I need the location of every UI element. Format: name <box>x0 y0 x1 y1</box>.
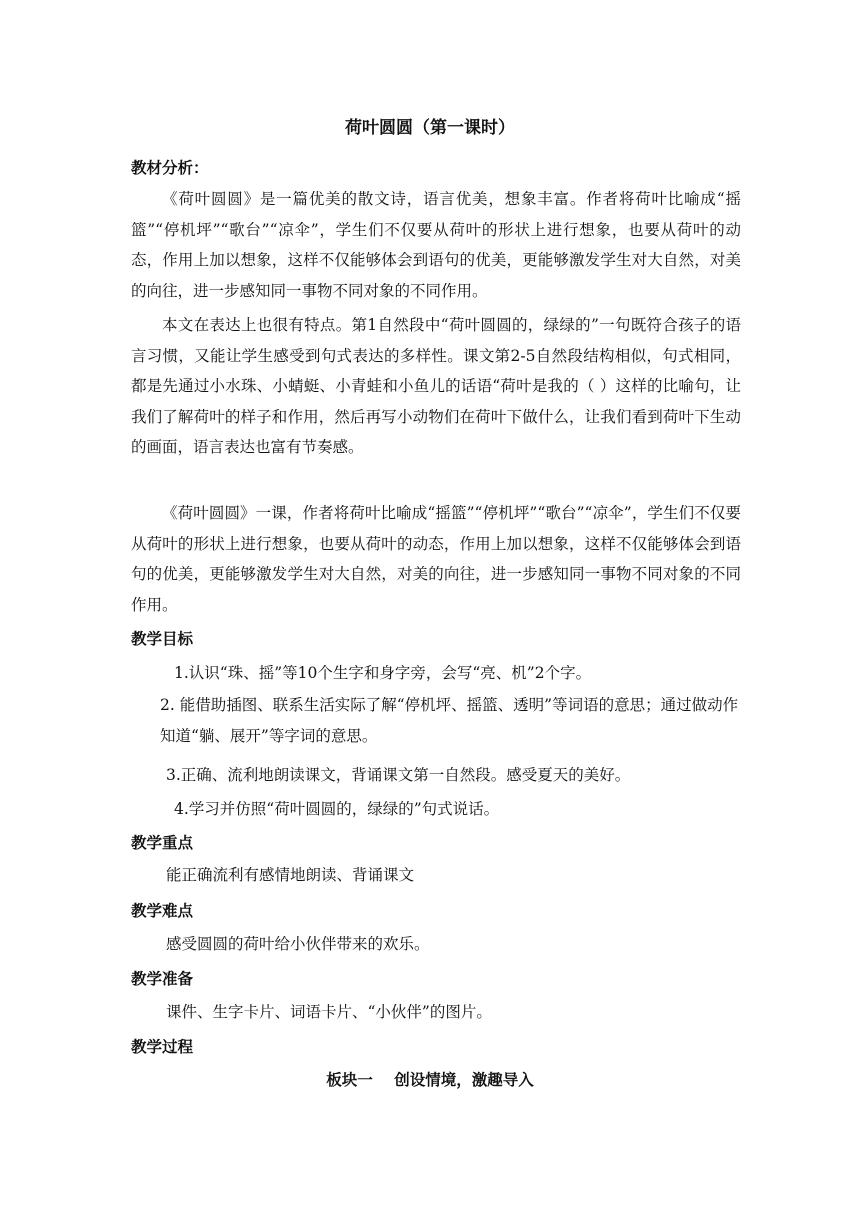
goal-item-2: 2. 能借助插图、联系生活实际了解“停机坪、摇篮、透明”等词语的意思；通过做动作知道“躺、展开”等字词的意思。 <box>160 696 739 745</box>
document-title: 荷叶圆圆（第一课时） <box>345 118 515 138</box>
difficulties-heading: 教学难点 <box>131 901 194 920</box>
goals-heading: 教学目标 <box>131 629 194 648</box>
process-heading: 教学过程 <box>131 1037 194 1056</box>
key-points-heading: 教学重点 <box>131 833 194 852</box>
difficulties-text: 感受圆圆的荷叶给小伙伴带来的欢乐。 <box>166 935 430 953</box>
goal-item-3: 3.正确、流利地朗读课文，背诵课文第一自然段。感受夏天的美好。 <box>166 766 631 784</box>
analysis-paragraph-3: 《荷叶圆圆》一课，作者将荷叶比喻成“摇篮”“停机坪”“歌台”“凉伞”，学生们不仅要从荷叶的形状上进行想象，也要从荷叶的动态，作用上加以想象，这样不仅能够体会到语句的优美，更能够激发学生对大自然，对美的向往，进一步感知同一事物不同对象的不同作用。 <box>131 504 741 614</box>
analysis-heading: 教材分析： <box>131 158 209 177</box>
preparation-text: 课件、生字卡片、词语卡片、“小伙伴”的图片。 <box>166 1003 492 1021</box>
section-title: 板块一 创设情境，激趣导入 <box>326 1070 534 1089</box>
preparation-heading: 教学准备 <box>131 969 194 988</box>
goal-item-4: 4.学习并仿照“荷叶圆圆的，绿绿的”句式说话。 <box>174 800 500 818</box>
analysis-paragraph-1: 《荷叶圆圆》是一篇优美的散文诗，语言优美，想象丰富。作者将荷叶比喻成“摇篮”“停机坪”“歌台”“凉伞”，学生们不仅要从荷叶的形状上进行想象，也要从荷叶的动态，作用上加以想象，这样不仅能够体会到语句的优美，更能够激发学生对大自然，对美的向往，进一步感知同一事物不同对象的不同作用。 <box>131 190 741 300</box>
analysis-paragraph-2: 本文在表达上也很有特点。第1自然段中“荷叶圆圆的，绿绿的”一句既符合孩子的语言习惯，又能让学生感受到句式表达的多样性。课文第2-5自然段结构相似，句式相同，都是先通过小水珠、小蜻蜓、小青蛙和小鱼儿的话语“荷叶是我的（ ）这样的比喻句，让我们了解荷叶的样子和作用，然后再写小动物们在荷叶下做什么，让我们看到荷叶下生动的画面，语言表达也富有节奏感。 <box>131 316 741 456</box>
key-points-text: 能正确流利有感情地朗读、背诵课文 <box>166 866 415 884</box>
goal-item-1: 1.认识“珠、摇”等10个生字和身字旁，会写“亮、机”2个字。 <box>174 664 592 682</box>
